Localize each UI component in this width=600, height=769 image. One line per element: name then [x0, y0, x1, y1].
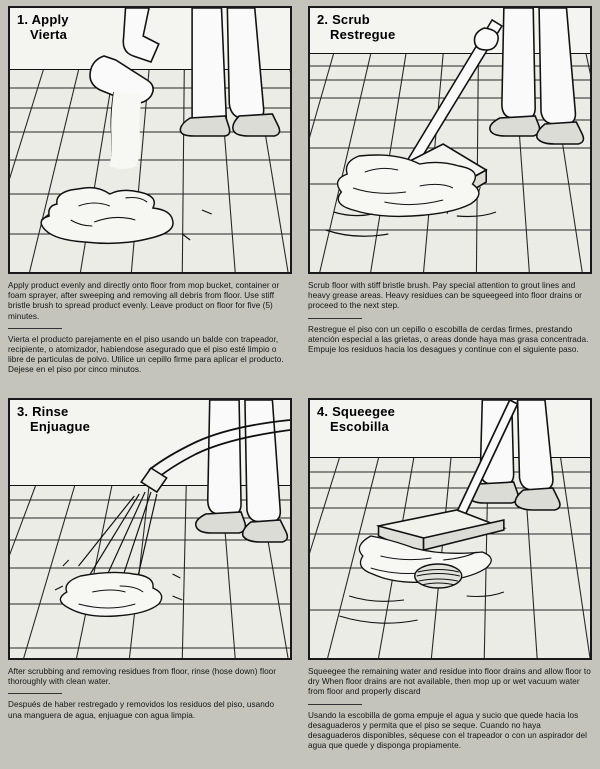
caption-es-rinse: Después de haber restregado y removidos los residuos del piso, usando una manguera de agua, enjuague con agua limpia.	[8, 700, 275, 720]
step-number-1: 1.	[17, 12, 29, 27]
step-title-es-3: Enjuague	[30, 419, 91, 434]
caption-en-scrub: Scrub floor with stiff bristle brush. Pay special attention to grout lines and heavy grease areas. Heavy residues can be squeegeed into floor drains or proceed to the next step.	[308, 281, 582, 311]
caption-en-apply: Apply product evenly and directly onto floor from mop bucket, container or foam sprayer, after sweeping and removing all debris from floor. Use stiff bristle brush to spread product evenly. Leave product on floor for five (5) minutes.	[8, 281, 280, 321]
caption-divider-1	[8, 328, 62, 329]
drawing-scrub	[310, 8, 590, 272]
step-title-en-4: Squeegee	[332, 404, 396, 419]
step-number-4: 4.	[317, 404, 329, 419]
step-title-rinse	[17, 404, 90, 434]
step-title-es-1: Vierta	[30, 27, 68, 42]
caption-es-scrub: Restregue el piso con un cepillo o escobilla de cerdas firmes, prestando atención especial a las grietas, o areas donde haya mas grasa concentrada. Empuje los residuos hacia los desagues y continue con el siguiente paso.	[308, 324, 589, 355]
caption-divider-3	[8, 693, 62, 694]
caption-divider-4	[308, 704, 362, 705]
step-title-en-1: Apply	[31, 12, 69, 27]
step-title-en-2: Scrub	[332, 12, 370, 27]
step-title-es-2: Restregue	[330, 27, 396, 42]
illustration-apply	[8, 6, 292, 274]
step-title-en-3: Rinse	[32, 404, 69, 419]
drawing-apply	[10, 8, 290, 272]
illustration-squeegee	[308, 398, 592, 660]
caption-es-apply: Vierta el producto parejamente en el piso usando un balde con trapeador, recipiente, o atomizador, habiendose asegurado que el piso esté limpio o libre de particulas de polvo. Utilice un cepillo firme para aplicar el producto. Dejese en el piso por cinco minutos.	[8, 334, 284, 375]
step-title-squeegee	[317, 404, 395, 434]
panel-apply	[0, 0, 300, 392]
step-number-2: 2.	[317, 12, 329, 27]
drawing-rinse	[10, 400, 290, 658]
step-number-3: 3.	[17, 404, 29, 419]
caption-divider-2	[308, 318, 362, 319]
panel-scrub	[300, 0, 600, 392]
step-title-apply	[17, 12, 69, 42]
caption-en-squeegee: Squeegee the remaining water and residue into floor drains and allow floor to dry When floor drains are not available, then mop up or wet vacuum water from floor and properly discard	[308, 667, 591, 697]
panel-rinse	[0, 392, 300, 769]
drawing-squeegee	[310, 400, 590, 658]
caption-en-rinse: After scrubbing and removing residues from floor, rinse (hose down) floor thoroughly with clean water.	[8, 667, 277, 687]
step-title-es-4: Escobilla	[330, 419, 389, 434]
step-title-scrub	[317, 12, 395, 42]
caption-es-squeegee: Usando la escobilla de goma empuje el agua y sucio que quede hacia los desaguaderos y permita que el piso se seque. Cuando no haya desaguaderos disponibles, séquese con el trapeador o con un aspirador del agua que quede y disponga propiamente.	[308, 710, 588, 751]
illustration-scrub	[308, 6, 592, 274]
panel-squeegee	[300, 392, 600, 769]
illustration-rinse	[8, 398, 292, 660]
